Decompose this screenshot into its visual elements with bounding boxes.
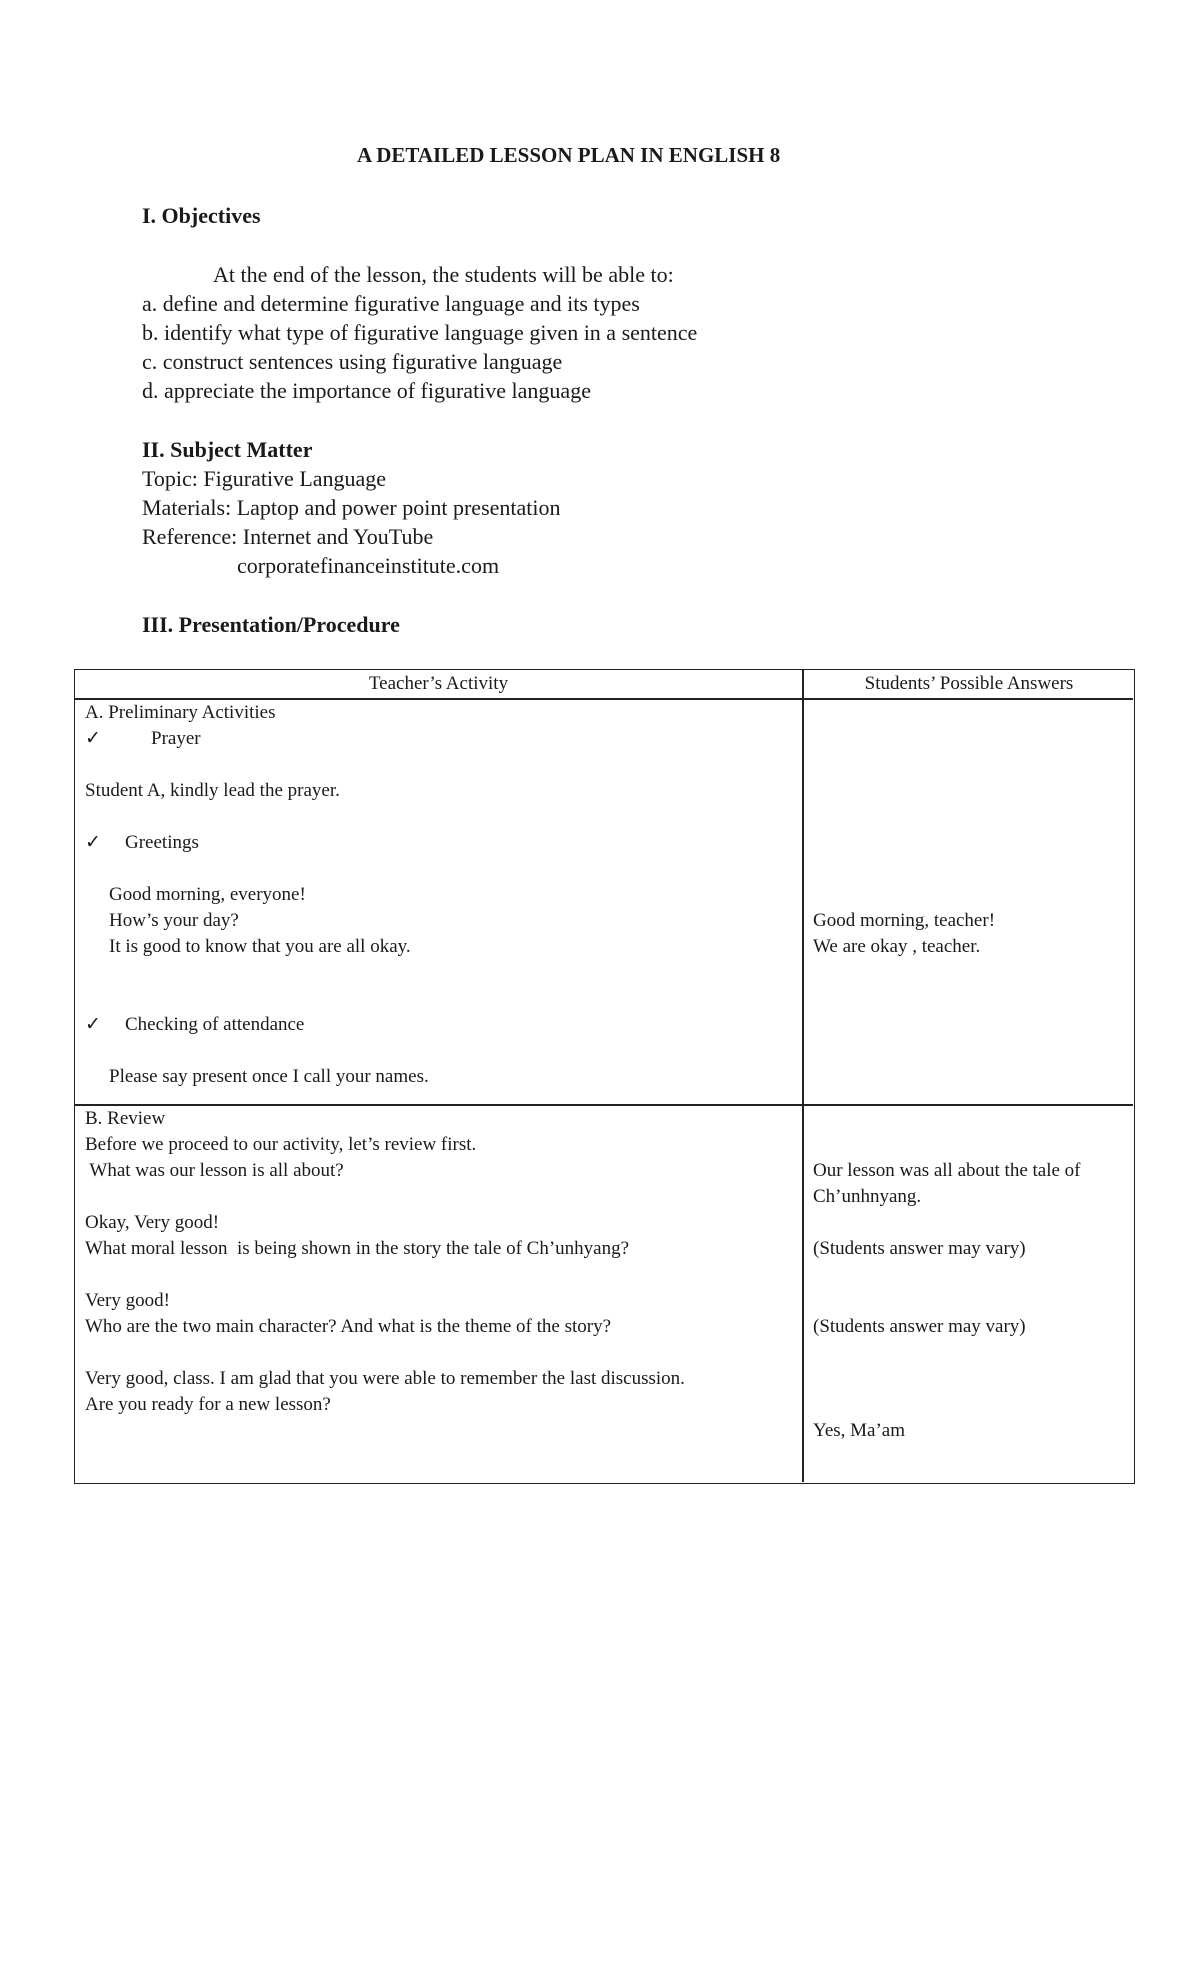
teacher-column-header: Teacher’s Activity [368,673,509,694]
preliminary-heading: A. Preliminary Activities [85,702,276,723]
answer-line: Good morning, teacher! [813,910,996,931]
column-divider [802,670,804,1482]
review-line: Very good! [85,1290,170,1311]
attendance-line: Please say present once I call your names. [109,1066,429,1087]
review-line: Okay, Very good! [85,1212,220,1233]
review-line: What moral lesson is being shown in the story the tale of Ch’unhyang? [85,1238,630,1259]
subject-matter-heading: II. Subject Matter [142,437,313,462]
objective-item: a. define and determine figurative language and its types [142,291,640,316]
greeting-line: Good morning, everyone! [109,884,306,905]
page-title: A DETAILED LESSON PLAN IN ENGLISH 8 [357,143,781,167]
objective-item: c. construct sentences using figurative language [142,349,563,374]
answer-line: Ch’unhnyang. [813,1186,922,1207]
prayer-item [85,726,795,752]
greetings-label: Greetings [125,832,199,853]
attendance-label: Checking of attendance [125,1014,305,1035]
answer-line: (Students answer may vary) [813,1316,1026,1337]
review-line: Very good, class. I am glad that you were able to remember the last discussion. [85,1368,685,1389]
checkmark-icon: ✓ [85,1014,101,1035]
greetings-item [85,830,795,856]
prayer-line: Student A, kindly lead the prayer. [85,780,340,801]
checkmark-icon: ✓ [85,832,101,853]
students-column-header: Students’ Possible Answers [864,673,1074,694]
procedure-heading: III. Presentation/Procedure [142,612,400,637]
prayer-label: Prayer [151,728,201,749]
review-line: Who are the two main character? And what is the theme of the story? [85,1316,611,1337]
preliminary-activities [85,700,795,1090]
procedure-table [74,669,1135,1484]
checkmark-icon: ✓ [85,728,101,749]
review-line: Before we proceed to our activity, let’s review first. [85,1134,477,1155]
reference-site: corporatefinanceinstitute.com [237,553,500,578]
preliminary-answers [813,908,1128,960]
answer-line: We are okay , teacher. [813,936,981,957]
review-heading: B. Review [85,1108,166,1129]
objectives-intro: At the end of the lesson, the students will be able to: [213,262,674,287]
objective-item: d. appreciate the importance of figurative language [142,378,591,403]
review-line: What was our lesson is all about? [85,1160,344,1181]
answer-line: (Students answer may vary) [813,1238,1026,1259]
topic-line: Topic: Figurative Language [142,466,387,491]
materials-line: Materials: Laptop and power point presentation [142,495,561,520]
answer-line: Our lesson was all about the tale of [813,1160,1081,1181]
answer-line: Yes, Ma’am [813,1420,906,1441]
review-answers [813,1158,1128,1444]
greeting-line: How’s your day? [109,910,239,931]
reference-line: Reference: Internet and YouTube [142,524,434,549]
review-line: Are you ready for a new lesson? [85,1394,331,1415]
objective-item: b. identify what type of figurative language given in a sentence [142,320,698,345]
greeting-line: It is good to know that you are all okay. [109,936,411,957]
attendance-item [85,1012,795,1038]
objectives-heading: I. Objectives [142,203,261,228]
review-section [85,1106,795,1418]
